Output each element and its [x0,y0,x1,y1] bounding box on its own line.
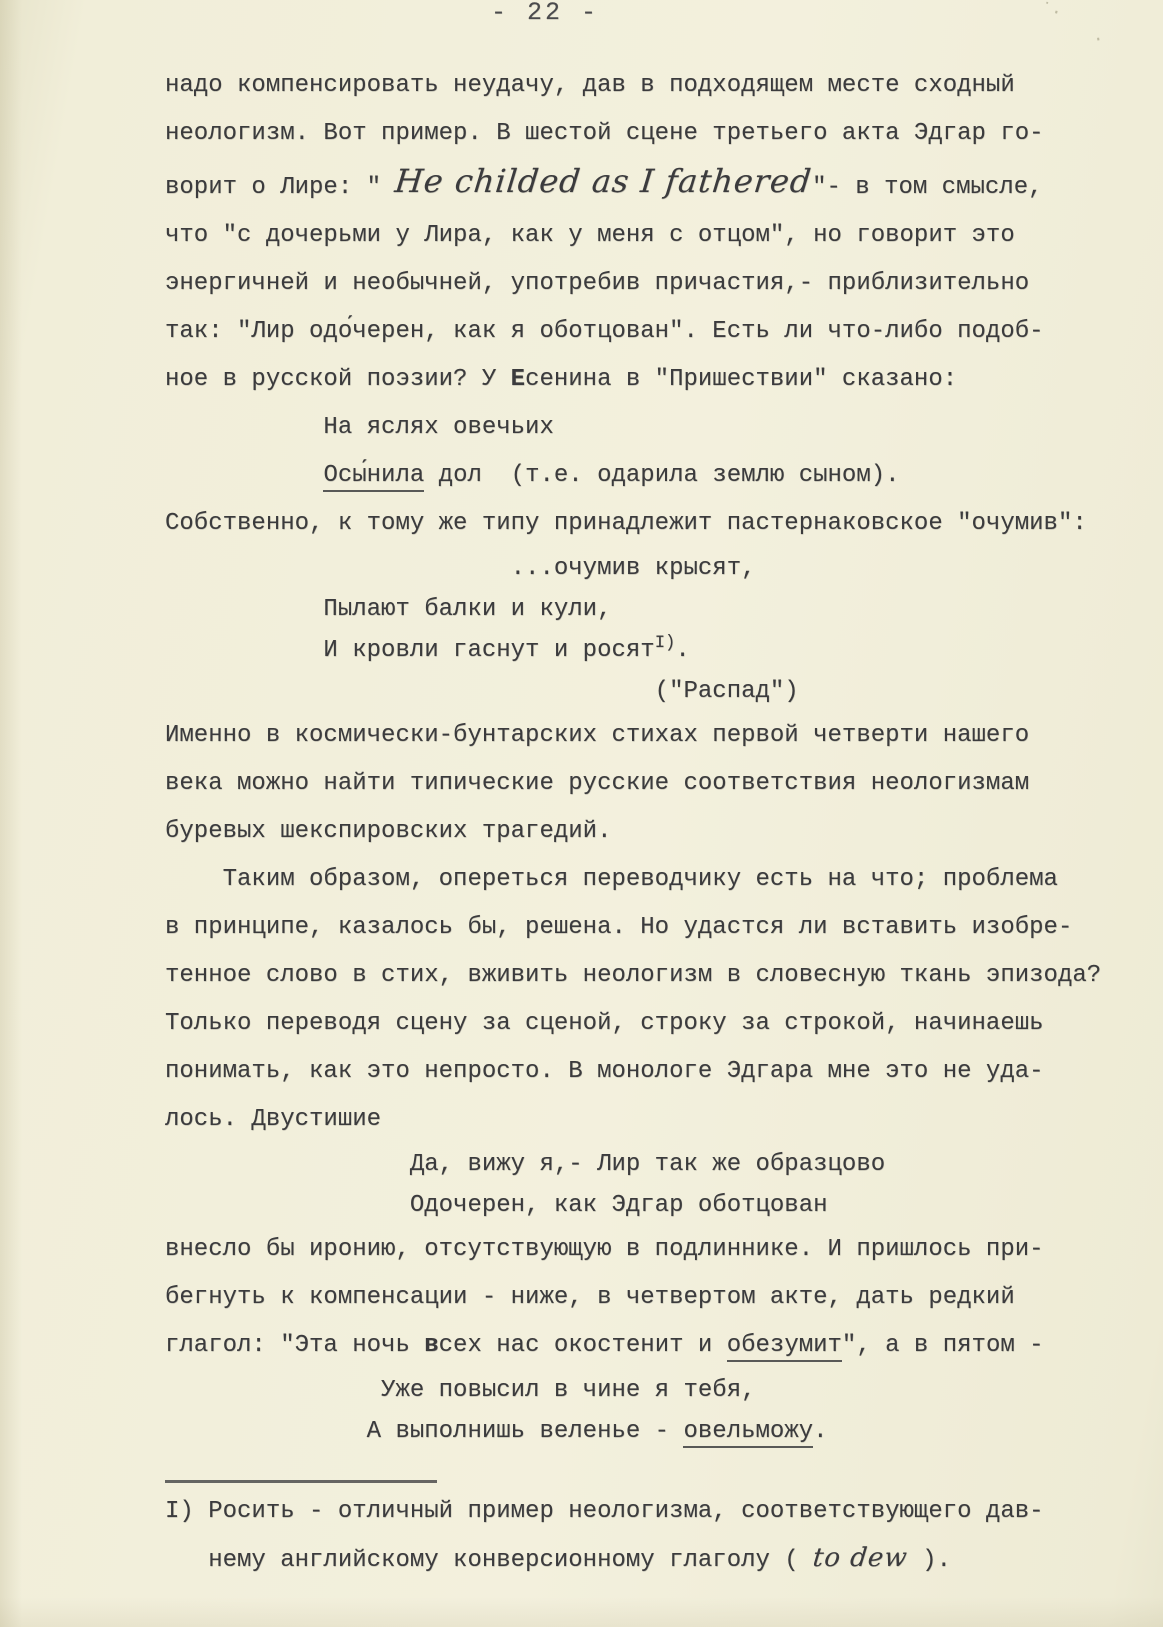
text-segment: сенина в "Пришествии" сказано: [525,366,958,393]
text-block [165,62,1145,404]
text-block [165,712,1145,856]
text-segment: дол (т.е. одарила землю сыном). [424,462,900,489]
text-segment: глагол: "Эта ночь [165,1332,425,1359]
text-line [165,452,1145,500]
paper-edge-shading [0,0,22,1627]
text-line [165,1185,1145,1226]
footnote-separator [165,1480,437,1483]
text-segment: Только переводя сцену за сценой, строку за строкой, начинаешь [165,1010,1044,1037]
text-segment: надо компенсировать неудачу, дав в подходящем месте сходный [165,72,1015,99]
text-line [165,1370,1145,1411]
text-line [165,212,1145,260]
text-segment: Таким образом, опереться переводчику есть на что; проблема [165,866,1058,893]
text-line [165,1096,1145,1144]
text-line [165,500,1145,548]
text-line [165,904,1145,952]
text-segment: Именно в космически-бунтарских стихах первой четверти нашего [165,722,1030,749]
text-block [165,1489,1145,1584]
text-segment: что "с дочерьми у Лира, как у меня с отцом", но говорит это [165,222,1015,249]
text-segment: "- в том смысле, [812,174,1043,201]
text-line [165,1226,1145,1274]
text-segment: Одочерен, как Эдгар оботцован [165,1192,828,1219]
text-segment: ...очумив крысят, [165,555,756,582]
text-segment: ("Распад") [165,678,799,705]
text-segment: Собственно, к тому же типу принадлежит пастернаковское "очумив": [165,510,1087,537]
text-line [165,589,1145,630]
text-line [165,808,1145,856]
text-segment: понимать, как это непросто. В монологе Эдгара мне это не уда- [165,1058,1044,1085]
text-line [165,1048,1145,1096]
text-line [165,712,1145,760]
handwritten-text: to dew [811,1543,910,1573]
text-line [165,548,1145,589]
text-segment: лось. Двустишие [165,1106,382,1133]
text-segment: На яслях овечьих [165,414,554,441]
text-line [165,1535,1145,1584]
text-block [165,1144,1145,1226]
text-segment: ное в русской поэзии? У [165,366,511,393]
text-segment: ). [907,1547,951,1574]
text-segment: Пылают балки и кули, [165,596,612,623]
text-segment: сех нас окостенит и [438,1332,727,1359]
text-line [165,1489,1145,1535]
text-segment: тенное слово в стих, вживить неологизм в словесную ткань эпизода? [165,962,1102,989]
text-block [165,1370,1145,1452]
text-segment: . [813,1418,828,1445]
text-segment: ", а в пятом - [841,1332,1044,1359]
paper-bottom-shading [0,1597,1163,1627]
pencil-mark: ˙· [1038,0,1064,25]
text-block [165,548,1145,712]
text-line [165,671,1145,712]
text-segment: бегнуть к компенсации - ниже, в четвертом акте, дать редкий [165,1284,1015,1311]
text-segment [165,462,323,489]
text-segment: внесло бы иронию, отсутствующую в подлиннике. И пришлось при- [165,1236,1044,1263]
text-line [165,760,1145,808]
text-line [165,1000,1145,1048]
text-segment: в принципе, казалось бы, решена. Но удастся ли вставить изобре- [165,914,1073,941]
text-segment: нему английскому конверсионному глаголу ( [165,1547,814,1574]
text-segment: неологизм. Вот пример. В шестой сцене третьего акта Эдгар го- [165,120,1044,147]
text-block [165,500,1145,548]
text-block [165,856,1145,1144]
text-line [165,62,1145,110]
text-line [165,356,1145,404]
footnote-marker: I) [654,634,676,653]
text-segment: I) Росить - отличный пример неологизма, соответствующего дав- [165,1498,1044,1525]
handwritten-text: He childed as I fathered [393,162,815,200]
underlined-text: Осы́нила [323,462,424,492]
pencil-mark: · [1091,29,1106,51]
text-segment: так: "Лир одо́черен, как я оботцован". Есть ли что-либо подоб- [165,318,1044,345]
text-segment: А выполнишь веленье - [165,1418,684,1445]
text-line [165,158,1145,212]
text-line [165,856,1145,904]
page-number: - 22 - [490,0,599,27]
text-segment: Да, вижу я,- Лир так же образцово [165,1151,886,1178]
text-segment: буревых шекспировских трагедий. [165,818,612,845]
text-segment: в [424,1332,439,1359]
text-line [165,404,1145,452]
text-block [165,404,1145,500]
text-line [165,308,1145,356]
text-line [165,952,1145,1000]
text-line [165,260,1145,308]
text-line [165,1274,1145,1322]
underlined-text: обезумит [727,1332,842,1362]
text-block [165,1226,1145,1370]
text-line [165,110,1145,158]
typescript-body [165,62,1145,1584]
underlined-text: овельможу [683,1418,813,1448]
text-line [165,1411,1145,1452]
text-segment: . [675,637,690,664]
text-line [165,1144,1145,1185]
text-segment: Уже повысил в чине я тебя, [165,1377,756,1404]
text-segment: И кровли гаснут и росят [165,637,655,664]
text-segment: века можно найти типические русские соответствия неологизмам [165,770,1030,797]
text-line [165,630,1145,671]
text-line [165,1322,1145,1370]
text-segment: энергичней и необычней, употребив причастия,- приблизительно [165,270,1030,297]
text-segment: Е [510,366,526,393]
text-segment: ворит о Лире: " [165,174,396,201]
